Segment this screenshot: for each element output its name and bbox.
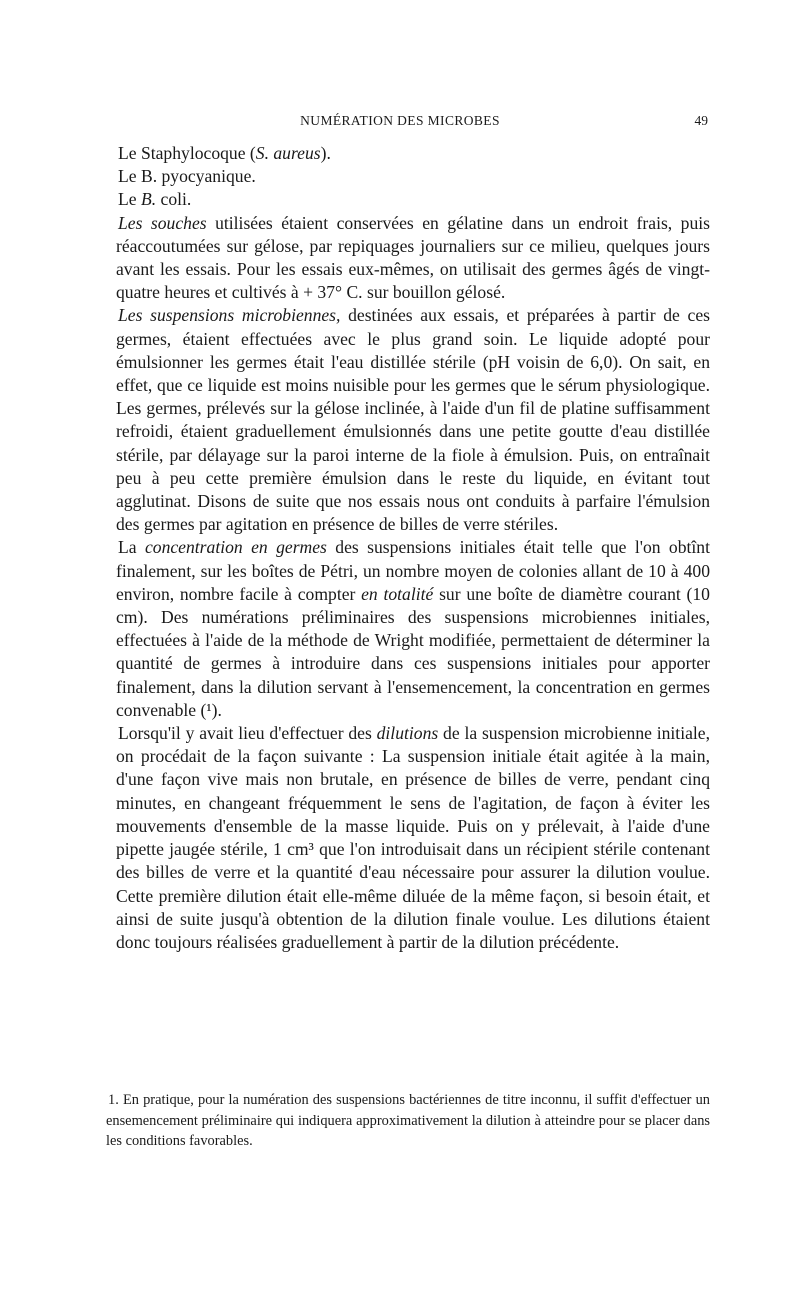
paragraph-souches <box>116 212 710 305</box>
paragraph-text: destinées aux essais, et préparées à partir de ces germes, étaient effectuées avec le plus grand soin. Le liquide adopté pour émulsionner les germes était l'eau distillée stérile (pH voisin de 6,0). On sait, en effet, que ce liquide est moins nuisible pour les germes que le sérum physiologique. Les germes, prélevés sur la gélose inclinée, à l'aide d'un fil de platine suffisamment refroidi, étaient graduellement émulsionnés dans une petite goutte d'eau distillée stérile, par délayage sur la paroi interne de la fiole à émulsion. Puis, on entraînait peu à peu cette première émulsion dans le reste du liquide, en évitant tout agglutinat. Disons de suite que nos essais nous ont conduits à parfaire l'émulsion des germes par agitation en présence de billes de verre stériles. <box>116 305 710 535</box>
list-item-text: Le B. pyocyanique. <box>118 166 256 187</box>
list-item <box>116 142 710 165</box>
running-head <box>0 113 800 135</box>
paragraph-text: des suspensions initiales était telle que l'on obtînt finalement, sur les boîtes de Pétri, un nombre moyen de colonies allant de 10 à 400 environ, nombre facile à compter <box>116 537 710 604</box>
list-item-suffix: coli. <box>156 189 192 210</box>
running-title: NUMÉRATION DES MICROBES <box>300 113 500 128</box>
list-item-italic: B. <box>140 189 157 210</box>
list-item <box>116 165 710 188</box>
paragraph-italic: concentration en germes <box>144 537 327 558</box>
paragraph-text: La <box>118 537 145 558</box>
paragraph-lead: Les souches <box>118 212 207 233</box>
list-item-suffix: ). <box>320 143 331 163</box>
paragraph-suspensions <box>116 304 710 536</box>
paragraph-concentration <box>116 536 710 722</box>
list-item-italic: S. aureus <box>255 143 321 163</box>
paragraph-italic: dilutions <box>376 723 439 744</box>
paragraph-text: de la suspension microbienne initiale, on procédait de la façon suivante : La suspension initiale était agitée à la main, d'une façon vive mais non brutale, en présence de billes de verre, pendant cinq minutes, en changeant fréquemment le sens de l'agitation, de façon à éviter les mouvements d'ensemble de la masse liquide. Puis on y prélevait, à l'aide d'une pipette jaugée stérile, 1 cm³ que l'on introduisait dans un récipient stérile contenant des billes de verre et la quantité d'eau nécessaire pour assurer la dilution voulue. Cette première dilution était elle-même diluée de la même façon, si besoin était, et ainsi de suite jusqu'à obtention de la dilution finale voulue. Les dilutions étaient donc toujours réalisées graduellement à partir de la dilution précédente. <box>116 723 710 952</box>
list-item-text: Le Staphylocoque ( <box>118 143 256 163</box>
footnote-text: 1. En pratique, pour la numération des suspensions bactériennes de titre inconnu, il suffit d'effectuer un ensemencement préliminaire qui indiquera approximativement la dilution à atteindre pour se placer dans les conditions favorables. <box>106 1092 710 1149</box>
paragraph-italic: en totalité <box>361 583 434 604</box>
list-item-text: Le <box>118 189 141 210</box>
list-item <box>116 188 710 211</box>
paragraph-dilutions <box>116 722 710 954</box>
paragraph-text: sur une boîte de diamètre courant (10 cm). Des numérations préliminaires des suspensions microbiennes initiales, effectuées à l'aide de la méthode de Wright modifiée, permettaient de déterminer la quantité de germes à introduire dans ces suspensions initiales pour apporter finalement, dans la dilution servant à l'ensemencement, la concentration en germes convenable (¹). <box>116 583 710 720</box>
page-number: 49 <box>694 113 708 128</box>
paragraph-text: Lorsqu'il y avait lieu d'effectuer des <box>118 723 377 744</box>
footnote <box>106 1090 710 1152</box>
paragraph-lead: Les suspensions microbiennes, <box>118 305 341 326</box>
paragraph-text: utilisées étaient conservées en gélatine dans un endroit frais, puis réaccoutumées sur gélose, par repiquages journaliers sur ce milieu, quelques jours avant les essais. Pour les essais eux-mêmes, on utilisait des germes âgés de vingt-quatre heures et cultivés à + 37° C. sur bouillon gélosé. <box>116 212 711 303</box>
body-text <box>116 142 710 954</box>
